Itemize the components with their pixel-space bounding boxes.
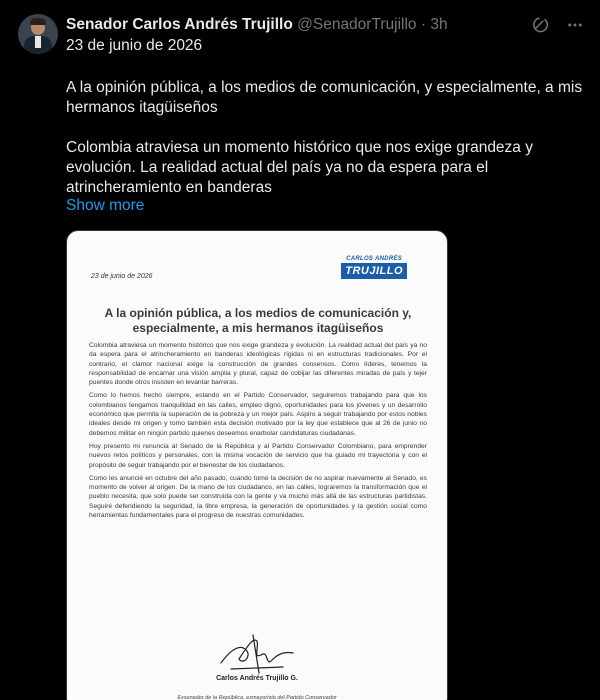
author-name[interactable]: Senador Carlos Andrés Trujillo xyxy=(66,16,293,33)
tweet-media-document[interactable] xyxy=(66,230,448,700)
avatar-hair xyxy=(30,18,46,25)
brand-top: CARLOS ANDRÉS xyxy=(346,256,403,262)
brand-bottom: TRUJILLO xyxy=(341,263,407,279)
avatar-shirt xyxy=(35,36,41,48)
more-icon[interactable] xyxy=(564,14,586,36)
tweet-paragraph: A la opinión pública, a los medios de comunicación, y especialmente, a mis hermanos itagüiseños xyxy=(66,79,583,116)
document-paragraph: Como lo hemos hecho siempre, estando en el Partido Conservador, seguiremos trabajando para que los colombianos tengamos tranquilidad en las calles, empleo digno, oportunidades para los jóvenes y un desarrollo económico que permita la superación de la pobreza y un mejor país. Aspiro a seguir trabajando por estos nobles ideales desde mi origen y tomo también esta decisión motivado por la ley que establece que al 26 de junio no debemos militar en ningún partido quienes deseemos enarbolar candidaturas ciudadanas. xyxy=(89,392,427,437)
avatar[interactable] xyxy=(18,14,58,54)
document-paragraph: Colombia atraviesa un momento histórico que nos exige grandeza y evolución. La realidad actual del país ya no da espera para el atrincheramiento en banderas ideológicas rígidas ni en estructuras tradicionales. Por el contrario, el clamor nacional exige la construcción de grandes consensos. Como líderes, tenemos la responsabilidad de encarnar una visión amplia y plural, capaz de cobijar las diferentes miradas de país y tejer puentes donde otros insisten en levantar barreras. xyxy=(89,342,427,387)
tweet-date-line: 23 de junio de 2026 xyxy=(66,37,203,54)
author-handle[interactable]: @SenadorTrujillo xyxy=(297,16,417,33)
document-paragraph: Hoy presento mi renuncia al Senado de la República y al Partido Conservador Colombiano, para emprender nuevos retos políticos y personales, con la misma vocación de servicio que ha guiado mi trayectoria y con el propósito de seguir trabajando por el bienestar de los ciudadanos. xyxy=(89,442,427,469)
timestamp[interactable]: 3h xyxy=(430,16,448,33)
signature-role: Exsenador de la República, exmayorista del Partido Conservador xyxy=(177,695,337,700)
tweet-paragraph: Colombia atraviesa un momento histórico que nos exige grandeza y evolución. La realidad actual del país ya no da espera para el atrincheramiento en banderas xyxy=(66,139,533,196)
tweet-header xyxy=(66,15,448,34)
tweet-actions xyxy=(528,14,586,36)
document-body xyxy=(89,341,427,524)
document-title: A la opinión pública, a los medios de comunicación y, especialmente, a mis hermanos itagüiseños xyxy=(104,306,412,335)
separator-dot: · xyxy=(420,16,427,33)
document-date: 23 de junio de 2026 xyxy=(91,273,153,280)
signature-name: Carlos Andrés Trujillo G. xyxy=(216,675,298,682)
document-paragraph: Como les anuncié en octubre del año pasado, cuando tomé la decisión de no aspirar nuevamente al Senado, es momento de volver al origen. De la mano de los ciudadanos, en las calles, lograremos la transformación que el pueblo necesita, que solo puede ser construida con la gente y va mucho más allá de las estructuras partidistas. Seguiré defendiendo la seguridad, la libre empresa, la generación de oportunidades y la gestión social como herramientas fundamentales para el progreso de nuestras comunidades. xyxy=(89,474,427,520)
grok-icon[interactable] xyxy=(528,14,550,36)
brand-logo xyxy=(341,256,407,279)
show-more-link[interactable]: Show more xyxy=(66,197,145,214)
